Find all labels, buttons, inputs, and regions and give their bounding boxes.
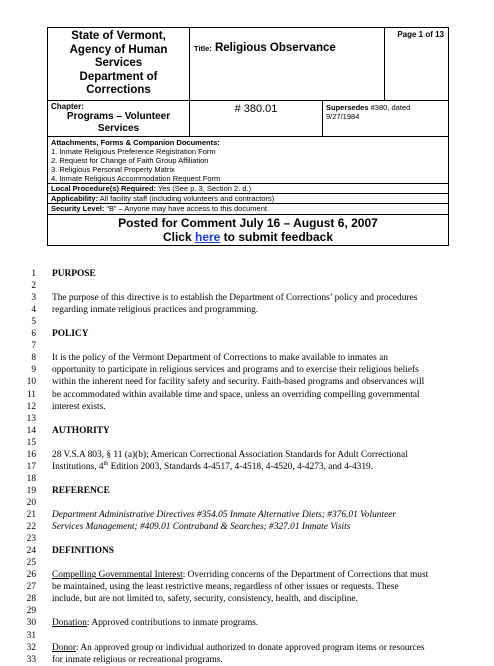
feedback-link[interactable]: here [194,229,221,244]
agency-line: Agency of Human [69,43,168,56]
attachment-item: 1. Inmate Religious Preference Registration Form [51,146,216,156]
header-row-chapter [48,101,448,137]
chapter-cell [48,101,190,136]
line-7 [0,340,494,352]
section-heading: REFERENCE [52,485,110,496]
directive-header-table [47,27,449,246]
line-number: 33 [26,654,36,665]
line-text: Donor: An approved group or individual authorized to donate approved program items or resources [52,642,425,653]
title-cell [190,28,385,100]
line-3 [0,292,494,304]
line-text: It is the policy of the Vermont Department of Corrections to make available to inmates an [52,353,388,364]
line-17 [0,461,494,473]
click-text: Click [162,229,195,244]
line-20 [0,497,494,509]
local-procedure-label: Local Procedure(s) Required: [51,183,157,193]
line-number: 6 [31,329,36,340]
agency-line: Department of [79,70,158,83]
line-text: Services Management; #409.01 Contraband & Searches; #327.01 Inmate Visits [52,522,351,533]
line-number: 25 [26,558,36,569]
line-32 [0,642,494,654]
line-9 [0,364,494,376]
line-number: 18 [26,473,36,484]
line-number: 27 [26,582,36,593]
header-row-top [48,28,448,101]
line-28 [0,593,494,605]
attachment-item: 3. Religious Personal Property Matrix [51,164,175,174]
line-number: 30 [26,618,36,629]
local-procedure-value: Yes (See p. 3, Section 2. d.) [156,183,252,193]
line-4 [0,304,494,316]
chapter-value-2: Services [97,122,140,134]
line-14 [0,425,494,437]
chapter-value: Programs – Volunteer [66,110,171,122]
attachments-cell: Attachments, Forms & Companion Documents: 1. Inmate Religious Preference Registration Form 2. Request for Change of Faith Group Affiliation 3. Religious Personal Property Matrix 4. Inmate Religious Accommodation Request Form Local Procedure(s) Required: Yes (See p. 3, Section 2. d.) Applicability: All facility staff (including volunteers and contractors) Security Level: “B” – Anyone may have access to this document. [48,137,448,214]
line-number: 8 [31,353,36,364]
line-6 [0,328,494,340]
line-12 [0,401,494,413]
line-15 [0,437,494,449]
line-number: 16 [26,449,36,460]
line-13 [0,413,494,425]
line-text: be accommodated within available time and space, unless an overriding compelling governmental [52,389,420,400]
applicability-value: All facility staff (including volunteers and contractors) [98,193,275,203]
definition-term: Donor [52,642,76,653]
line-number: 5 [31,317,36,328]
line-number: 3 [31,293,36,304]
header-row-attachments [48,137,448,215]
definition-term: Donation [52,618,87,629]
line-25 [0,557,494,569]
line-number: 15 [26,437,36,448]
line-text: within the inherent need for facility safety and security. Faith-based programs and observances will [52,377,425,388]
line-31 [0,630,494,642]
line-18 [0,473,494,485]
agency-name [48,28,190,100]
line-text: The purpose of this directive is to establish the Department of Corrections’ policy and procedures [52,293,418,304]
section-heading: AUTHORITY [52,425,110,436]
section-heading: PURPOSE [52,269,96,279]
line-number: 31 [26,630,36,641]
line-16 [0,449,494,461]
attachment-item: 4. Inmate Religious Accommodation Request Form [51,173,221,183]
line-text: 28 V.S.A 803, § 11 (a)(b); American Correctional Association Standards for Adult Correctional [52,449,408,460]
feedback-text: to submit feedback [220,229,334,244]
line-number: 7 [31,341,36,352]
line-text: Donation: Approved contributions to inmate programs. [52,618,259,629]
line-number: 29 [26,606,36,617]
line-number: 28 [26,594,36,605]
line-number: 22 [26,522,36,533]
line-8 [0,352,494,364]
line-24 [0,545,494,557]
line-number: 21 [26,510,36,520]
directive-number: # 380.01 [190,101,323,136]
line-number: 26 [26,570,36,581]
line-33 [0,654,494,666]
line-1 [0,268,494,280]
posted-for-comment: Posted for Comment July 16 – August 6, 2007 [118,215,378,230]
line-number: 32 [26,642,36,653]
definition-term: Compelling Governmental Interest [52,570,183,581]
line-number: 4 [31,305,36,316]
applicability-label: Applicability: [51,193,99,203]
section-heading: POLICY [52,329,89,340]
line-2 [0,280,494,292]
line-number: 13 [26,413,36,424]
supersedes-cell [323,101,448,136]
attachment-item: 2. Request for Change of Faith Group Affiliation [51,155,209,165]
line-text: interest exists. [52,401,106,412]
line-22 [0,521,494,533]
line-number: 17 [26,461,36,472]
line-number: 2 [31,281,36,292]
line-30 [0,617,494,629]
line-number: 23 [26,534,36,545]
line-number: 9 [31,365,36,376]
line-text: Compelling Governmental Interest: Overriding concerns of the Department of Corrections that must [52,570,429,581]
title-value: Religious Observance [214,42,336,54]
supersedes-value: #380, dated 9/27/1984 [326,102,411,121]
line-number: 24 [26,546,36,557]
security-level-value: “B” – Anyone may have access to this document. [104,203,270,213]
posted-notice [48,215,448,245]
chapter-label: Chapter: [51,101,84,111]
line-26 [0,569,494,581]
line-21 [0,509,494,521]
line-number: 20 [26,497,36,508]
line-number: 1 [31,269,36,279]
agency-line: Services [94,57,143,69]
security-level-label: Security Level: [51,203,105,213]
section-heading: DEFINITIONS [52,546,114,557]
line-text: for inmate religious or recreational programs. [52,654,223,665]
agency-line: State of Vermont, [71,30,166,42]
feedback-line [48,230,448,244]
line-text: be maintained, using the least restrictive means, regardless of other issues or requests. These [52,582,399,593]
title-label: Title: [194,44,212,53]
line-number: 10 [26,377,36,388]
line-text: Department Administrative Directives #354.05 Inmate Alternative Diets; #376.01 Volunteer [52,510,397,520]
line-23 [0,533,494,545]
line-29 [0,605,494,617]
line-number: 19 [26,485,36,496]
line-10 [0,376,494,388]
agency-line: Corrections [86,84,151,96]
line-text: opportunity to participate in religious services and programs and to exercise their religious beliefs [52,365,419,376]
line-text: regarding inmate religious practices and programming. [52,305,259,316]
line-text: Institutions, 4th Edition 2003, Standards 4-4517, 4-4518, 4-4520, 4-4273, and 4-4319. [52,460,374,472]
line-number: 14 [26,425,36,436]
line-number: 12 [26,401,36,412]
line-number: 11 [26,389,36,400]
line-11 [0,389,494,401]
attachments-label: Attachments, Forms & Companion Documents [51,137,218,147]
line-19 [0,485,494,497]
line-text: include, but are not limited to, safety, security, consistency, health, and discipline. [52,594,358,605]
page-number: Page 1 of 13 [397,30,444,39]
line-27 [0,581,494,593]
line-5 [0,316,494,328]
supersedes-label: Supersedes [326,102,369,112]
header-row-posted [48,215,448,245]
